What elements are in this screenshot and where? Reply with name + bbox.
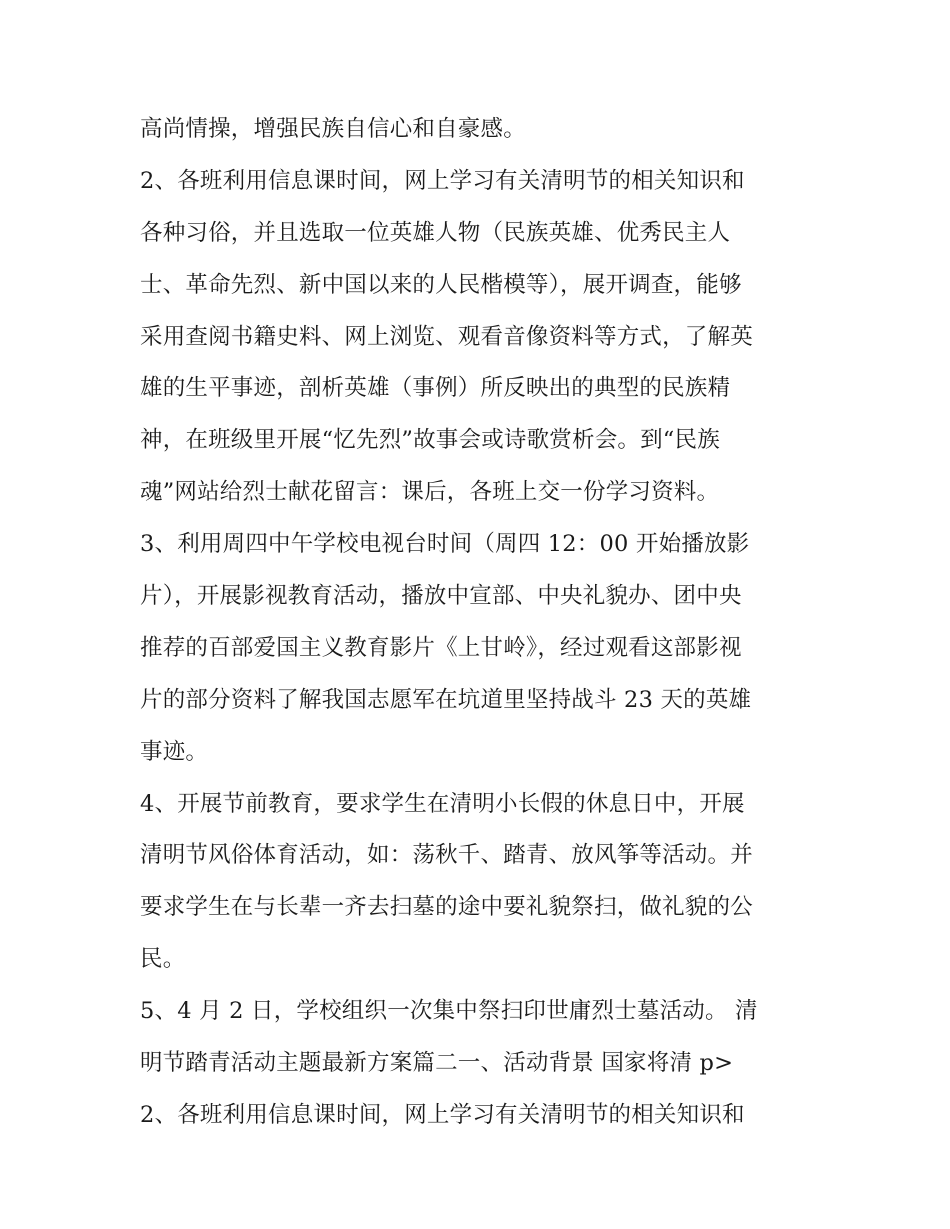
text-line: 事迹。 (140, 738, 209, 765)
text-line: 神，在班级里开展“忆先烈”故事会或诗歌赏析会。到“民族 (140, 427, 720, 454)
text-line: 雄的生平事迹，剖析英雄（事例）所反映出的典型的民族精 (140, 375, 731, 402)
text-line: 2、各班利用信息课时间，网上学习有关清明节的相关知识和 (140, 167, 745, 194)
text-line: 采用查阅书籍史料、网上浏览、观看音像资料等方式，了解英 (140, 323, 753, 350)
text-line: 明节踏青活动主题最新方案篇二一、活动背景 国家将清 p> (140, 1050, 734, 1077)
text-line: 各种习俗，并且选取一位英雄人物（民族英雄、优秀民主人 (140, 219, 731, 246)
text-line: 片的部分资料了解我国志愿军在坑道里坚持战斗 23 天的英雄 (140, 686, 752, 713)
text-line: 4、开展节前教育，要求学生在清明小长假的休息日中，开展 (140, 790, 745, 817)
text-line: 要求学生在与长辈一齐去扫墓的途中要礼貌祭扫，做礼貌的公 (140, 894, 753, 921)
text-line: 魂”网站给烈士献花留言：课后，各班上交一份学习资料。 (140, 479, 720, 506)
text-line: 士、革命先烈、新中国以来的人民楷模等），展开调查，能够 (140, 271, 742, 298)
document-body (140, 104, 840, 1142)
text-line: 3、利用周四中午学校电视台时间（周四 12：00 开始播放影 (140, 531, 750, 558)
text-line: 片），开展影视教育活动，播放中宣部、中央礼貌办、团中央 (140, 583, 742, 610)
text-line: 高尚情操，增强民族自信心和自豪感。 (140, 116, 526, 142)
text-line: 民。 (140, 946, 186, 973)
text-line: 推荐的百部爱国主义教育影片《上甘岭》，经过观看这部影视 (140, 634, 742, 661)
text-line: 清明节风俗体育活动，如：荡秋千、踏青、放风筝等活动。并 (140, 842, 753, 869)
text-line: 2、各班利用信息课时间，网上学习有关清明节的相关知识和 (140, 1101, 745, 1128)
text-line: 5、4 月 2 日，学校组织一次集中祭扫印世庸烈士墓活动。 清 (140, 998, 758, 1025)
